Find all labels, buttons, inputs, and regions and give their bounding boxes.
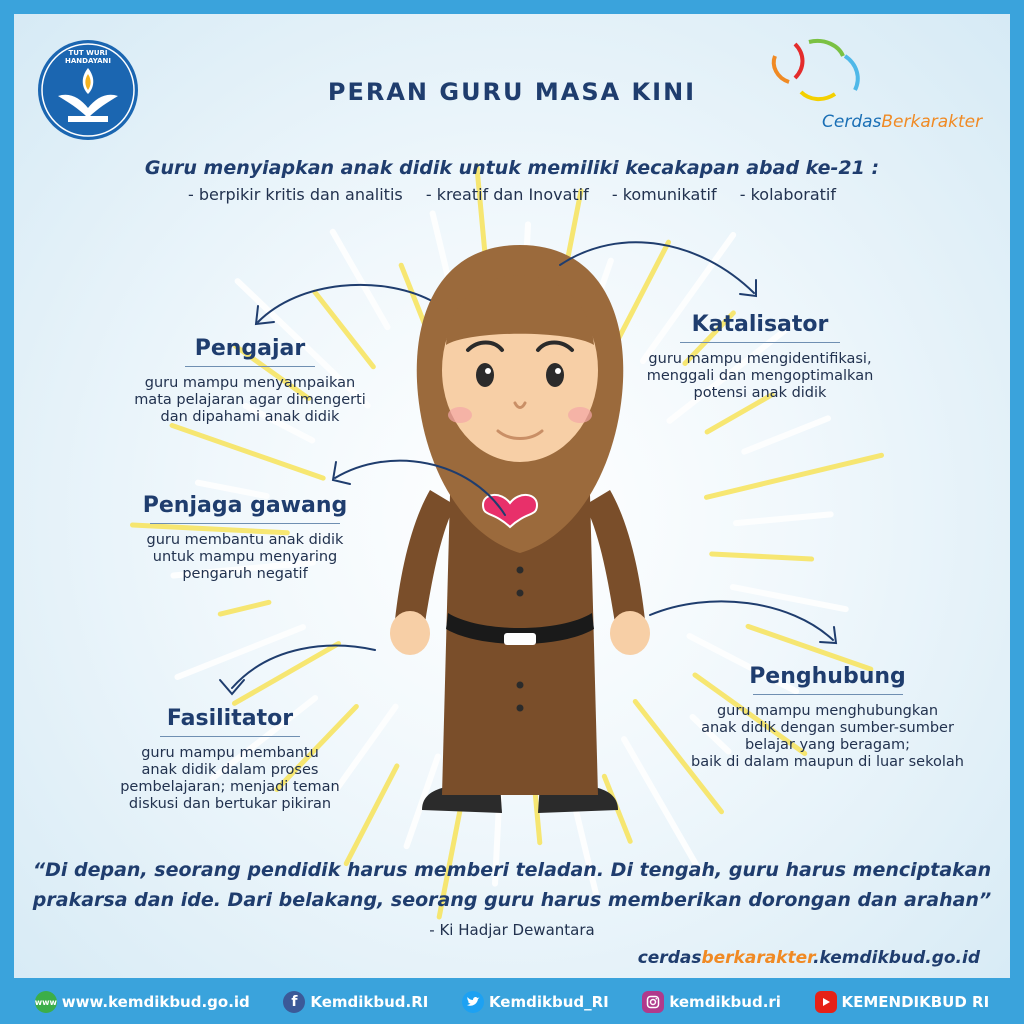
footer-web-label: www.kemdikbud.go.id <box>61 993 250 1011</box>
role-title: Fasilitator <box>166 706 294 731</box>
role-desc-line: guru mampu mengidentifikasi, <box>648 351 872 367</box>
role-divider <box>185 366 315 367</box>
footer-facebook-label: Kemdikbud.RI <box>310 993 429 1011</box>
role-desc-line: pembelajaran; menjadi teman <box>120 779 340 795</box>
role-divider <box>160 736 300 737</box>
quote-line-2: prakarsa dan ide. Dari belakang, seorang guru harus memberikan dorongan dan arahan” <box>32 889 992 911</box>
skill-item: - kolaboratif <box>739 185 836 204</box>
role-desc-line: potensi anak didik <box>693 385 827 401</box>
twitter-icon <box>462 991 484 1013</box>
role-desc-line: guru mampu menyampaikan <box>144 375 356 391</box>
facebook-icon: f <box>283 991 305 1013</box>
role-desc-line: guru mampu menghubungkan <box>716 703 939 719</box>
role-desc-line: menggali dan mengoptimalkan <box>646 368 874 384</box>
footer-youtube-link[interactable] <box>815 991 990 1013</box>
role-description <box>100 532 390 583</box>
role-desc-line: anak didik dalam proses <box>141 762 319 778</box>
role-katalisator <box>610 312 910 402</box>
role-desc-line: baik di dalam maupun di luar sekolah <box>691 754 964 770</box>
footer-web-link[interactable] <box>35 991 250 1013</box>
quote-author: - Ki Hadjar Dewantara <box>429 921 595 939</box>
site-part-3: .kemdikbud.go.id <box>813 948 980 968</box>
footer-twitter-label: Kemdikbud_RI <box>488 993 609 1011</box>
role-title: Pengajar <box>194 336 306 361</box>
arrow-penjaga-head <box>333 462 350 484</box>
role-description <box>110 375 390 426</box>
site-part-1: cerdas <box>637 948 702 968</box>
instagram-icon <box>642 991 664 1013</box>
logo-left-text: TUT WURI HANDAYANI <box>65 49 111 65</box>
quote-line-1: “Di depan, seorang pendidik harus memberi teladan. Di tengah, guru harus menciptakan <box>32 859 992 881</box>
footer-instagram-link[interactable] <box>642 991 781 1013</box>
logo-word-cerdas: Cerdas <box>822 112 882 132</box>
role-desc-line: mata pelajaran agar dimengerti <box>134 392 366 408</box>
role-divider <box>680 342 840 343</box>
role-title: Penjaga gawang <box>142 493 348 518</box>
role-penjaga-gawang <box>100 493 390 583</box>
footer-bar <box>0 980 1024 1024</box>
role-fasilitator <box>95 706 365 813</box>
page-title: PERAN GURU MASA KINI <box>327 78 697 106</box>
logo-word-berkarakter: Berkarakter <box>881 112 983 132</box>
footer-youtube-label: KEMENDIKBUD RI <box>841 993 990 1011</box>
skill-item: - berpikir kritis dan analitis <box>188 185 403 204</box>
role-title: Penghubung <box>749 664 906 689</box>
arrow-pengajar <box>258 285 430 322</box>
role-desc-line: untuk mampu menyaring <box>152 549 338 565</box>
role-desc-line: diskusi dan bertukar pikiran <box>128 796 332 812</box>
footer-instagram-label: kemdikbud.ri <box>669 993 781 1011</box>
arrow-penghubung <box>650 601 833 640</box>
role-description <box>610 351 910 402</box>
role-desc-line: guru mampu membantu <box>141 745 319 761</box>
role-desc-line: guru membantu anak didik <box>146 532 344 548</box>
role-pengajar <box>110 336 390 426</box>
role-divider <box>753 694 903 695</box>
role-penghubung <box>655 664 1000 771</box>
role-divider <box>150 523 340 524</box>
site-url[interactable] <box>638 948 980 968</box>
role-description <box>95 745 365 813</box>
www-icon: www <box>35 991 57 1013</box>
role-desc-line: pengaruh negatif <box>182 566 308 582</box>
role-desc-line: belajar yang beragam; <box>744 737 911 753</box>
site-part-2: berkarakter <box>701 948 814 968</box>
role-title: Katalisator <box>691 312 829 337</box>
skill-item: - kreatif dan Inovatif <box>425 185 589 204</box>
skill-item: - komunikatif <box>611 185 717 204</box>
role-desc-line: dan dipahami anak didik <box>160 409 340 425</box>
role-desc-line: anak didik dengan sumber-sumber <box>701 720 954 736</box>
youtube-icon <box>815 991 837 1013</box>
role-description <box>655 703 1000 771</box>
intro-heading: Guru menyiapkan anak didik untuk memiliki kecakapan abad ke-21 : <box>144 157 880 179</box>
footer-twitter-link[interactable] <box>462 991 609 1013</box>
arrow-fasilitator <box>232 646 375 688</box>
arrow-katalisator <box>560 242 754 293</box>
footer-facebook-link[interactable] <box>283 991 428 1013</box>
